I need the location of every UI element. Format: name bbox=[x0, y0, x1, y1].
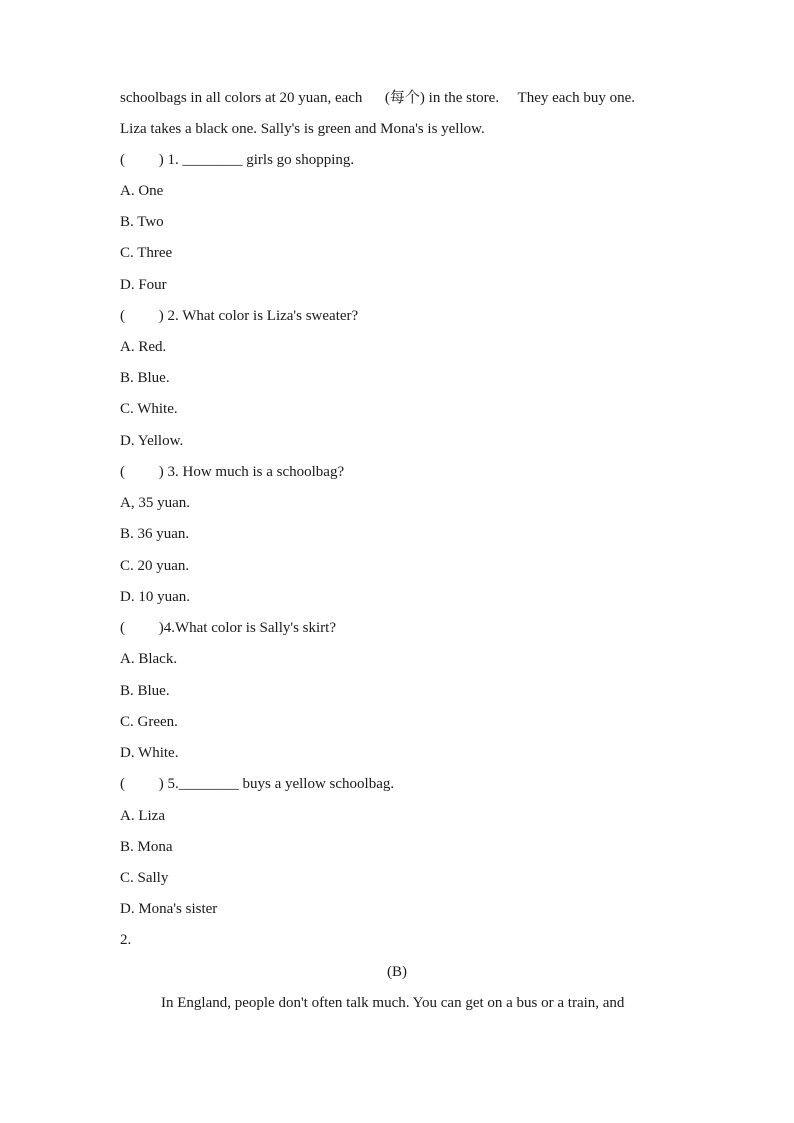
question-5-option-a: A. Liza bbox=[120, 808, 165, 824]
question-4-option-c: C. Green. bbox=[120, 714, 178, 730]
question-3-option-b: B. 36 yuan. bbox=[120, 526, 190, 542]
section-number: 2. bbox=[120, 932, 132, 948]
question-5-option-c: C. Sally bbox=[120, 870, 169, 886]
question-2-option-d: D. Yellow. bbox=[120, 433, 184, 449]
question-5-stem: ( ) 5.________ buys a yellow schoolbag. bbox=[120, 776, 395, 792]
question-2-option-a: A. Red. bbox=[120, 339, 167, 355]
question-2-option-b: B. Blue. bbox=[120, 370, 170, 386]
question-4-stem: ( )4.What color is Sally's skirt? bbox=[120, 620, 336, 636]
question-3-stem: ( ) 3. How much is a schoolbag? bbox=[120, 464, 345, 480]
question-3-option-d: D. 10 yuan. bbox=[120, 589, 190, 605]
question-4-option-a: A. Black. bbox=[120, 651, 178, 667]
question-5-option-d: D. Mona's sister bbox=[120, 901, 218, 917]
passage-b-heading: (B) bbox=[387, 964, 407, 980]
question-4-option-b: B. Blue. bbox=[120, 683, 170, 699]
question-4-option-d: D. White. bbox=[120, 745, 179, 761]
question-1-stem: ( ) 1. ________ girls go shopping. bbox=[120, 152, 355, 168]
question-1-option-c: C. Three bbox=[120, 245, 173, 261]
passage-a-line-2: Liza takes a black one. Sally's is green and Mona's is yellow. bbox=[120, 121, 485, 137]
question-3-option-c: C. 20 yuan. bbox=[120, 558, 190, 574]
question-3-option-a: A, 35 yuan. bbox=[120, 495, 190, 511]
passage-a-line-1: schoolbags in all colors at 20 yuan, each (每个) in the store. They each buy one. bbox=[120, 90, 636, 106]
question-1-option-b: B. Two bbox=[120, 214, 164, 230]
question-5-option-b: B. Mona bbox=[120, 839, 173, 855]
question-2-option-c: C. White. bbox=[120, 401, 178, 417]
question-1-option-d: D. Four bbox=[120, 277, 167, 293]
question-2-stem: ( ) 2. What color is Liza's sweater? bbox=[120, 308, 359, 324]
passage-b-line-1: In England, people don't often talk much. You can get on a bus or a train, and bbox=[161, 995, 625, 1011]
question-1-option-a: A. One bbox=[120, 183, 164, 199]
